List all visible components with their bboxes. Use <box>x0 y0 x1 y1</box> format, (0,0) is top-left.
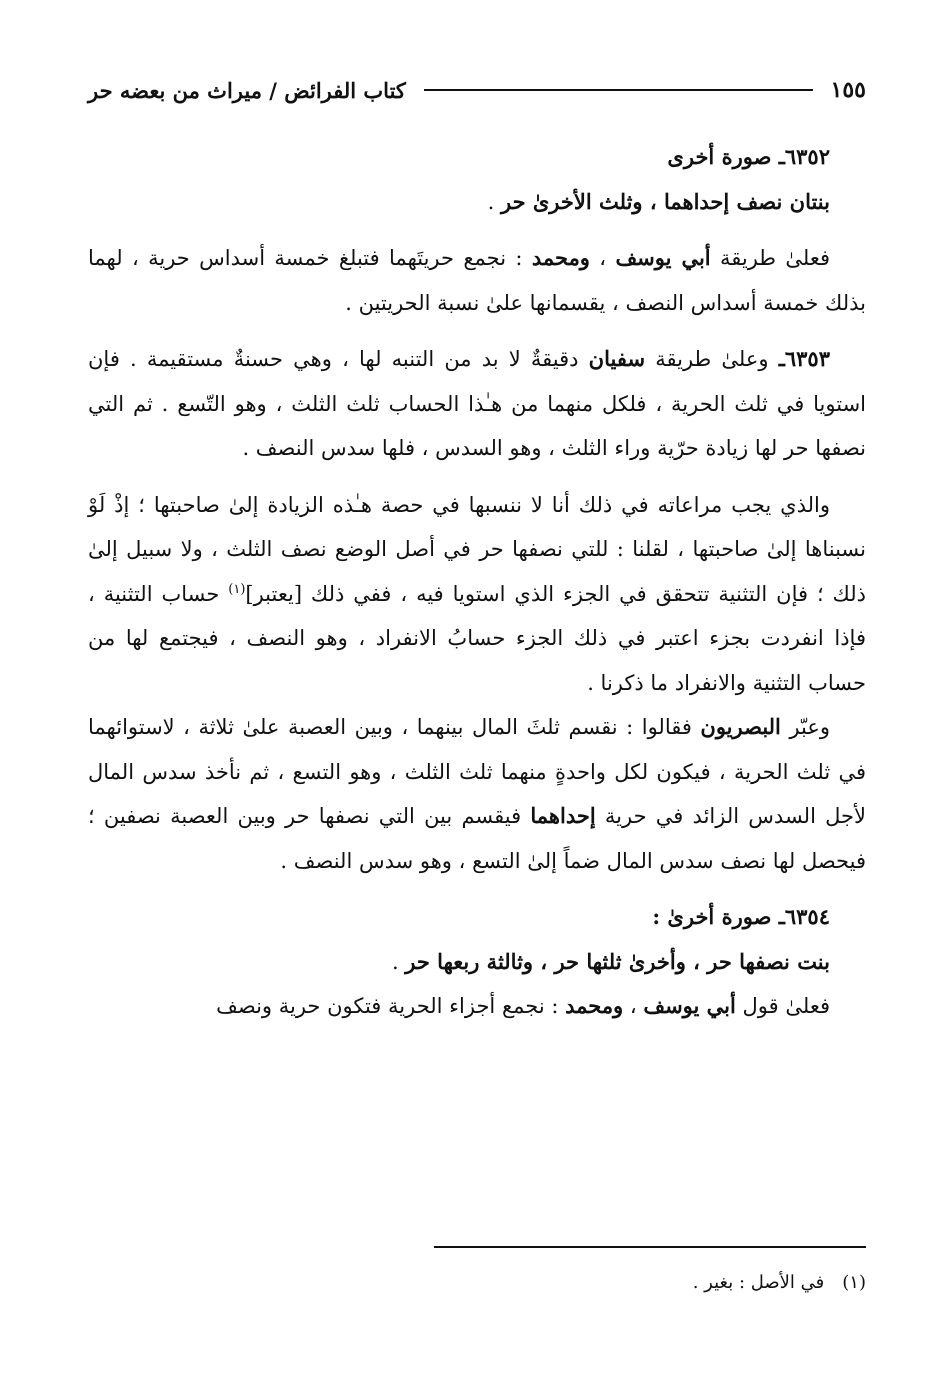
name-basriyun: البصريون <box>700 714 781 739</box>
case-statement: بنتان نصف إحداهما ، وثلث الأخرىٰ حر <box>500 188 830 214</box>
word-ihdahuma: إحداهما <box>530 803 596 828</box>
case-end: . <box>391 949 406 974</box>
name-muhammad: ومحمد <box>565 993 624 1018</box>
case-statement: بنت نصفها حر ، وأخرىٰ ثلثها حر ، وثالثة ربعها حر <box>405 948 830 974</box>
running-header <box>88 70 866 110</box>
main-text <box>88 135 866 1029</box>
case-end: . <box>487 189 501 214</box>
text-run: حساب التثنية ، فإذا انفردت بجزء اعتبر في ذلك الجزء حسابُ الانفراد ، وهو النصف ، فيجتمع لها من حساب التثنية والانفراد ما ذكرنا . <box>88 581 866 695</box>
page-number: ١٥٥ <box>830 77 866 103</box>
text-run: فعلىٰ طريقة <box>710 246 830 270</box>
name-sufyan: سفيان <box>588 346 646 371</box>
paragraph-alladhi <box>88 483 866 706</box>
page <box>88 0 866 1392</box>
text-run: فيقسم بين التي نصفها حر وبين العصبة نصفين ؛ فيحصل لها نصف سدس المال ضماً إلىٰ التسع ، وهو سدس النصف . <box>88 804 866 873</box>
text-run: دقيقةٌ لا بد من التنبه لها ، وهي حسنةٌ مستقيمة . فإن استويا في ثلث الحرية ، فلكل منهما من هـٰذا الحساب ثلث الثلث ، وهو التّسع . ثم التي نصفها حر لها زيادة حرّية وراء الثلث ، وهو السدس ، فلها سدس النصف . <box>88 347 866 460</box>
text-run: فقالوا : نقسم ثلثَ المال بينهما ، وبين العصبة علىٰ ثلاثة ، لاستوائهما في ثلث الحرية ، فيكون لكل واحدةٍ منهما ثلث الثلث ، وهو التسع ، ثم نأخذ سدس المال لأجل السدس الزائد في حرية <box>88 715 866 828</box>
name-muhammad: ومحمد <box>531 245 590 270</box>
section-6352-case <box>88 180 866 225</box>
text-run: وعلىٰ طريقة <box>645 347 779 371</box>
text-run: فعلىٰ قول <box>735 994 830 1018</box>
section-6354-heading: ٦٣٥٤ـ صورة أخرىٰ : <box>652 904 830 929</box>
header-rule <box>424 89 813 91</box>
section-6353-number: ٦٣٥٣ـ <box>778 346 830 371</box>
text-run: ، <box>589 246 616 270</box>
text-run: : نجمع أجزاء الحرية فتكون حرية ونصف <box>216 994 566 1018</box>
section-6354-case <box>88 940 866 985</box>
paragraph-basriyun <box>88 705 866 883</box>
footnote <box>88 1268 866 1298</box>
footnote-text: في الأصل : بغير . <box>692 1272 825 1293</box>
section-6352-heading: ٦٣٥٢ـ صورة أخرى <box>667 144 830 169</box>
section-6352-paragraph <box>88 236 866 325</box>
text-run: وعبّر <box>780 715 830 739</box>
text-run: : نجمع حريتَهما فتبلغ خمسة أسداس حرية ، لهما بذلك خمسة أسداس النصف ، يقسمانها علىٰ نسبة الحريتين . <box>88 246 866 315</box>
section-6354-paragraph <box>88 984 866 1029</box>
name-abu-yusuf: أبي يوسف <box>643 993 736 1018</box>
running-title: كتاب الفرائض / ميراث من بعضه حر <box>88 77 406 103</box>
text-run: والذي يجب مراعاته في ذلك أنا لا ننسبها في حصة هـٰذه الزيادة إلىٰ صاحبتها ؛ إذْ لَوْ نسبناها إلىٰ صاحبتها ، لقلنا : للتي نصفها حر في أصل الوضع نصف الثلث ، ولا سبيل إلىٰ ذلك ؛ فإن التثنية تتحقق في الجزء الذي استويا فيه ، ففي ذلك [يعتبر] <box>88 492 866 606</box>
text-run: ، <box>623 994 644 1018</box>
footnote-number: (١) <box>842 1272 866 1293</box>
name-abu-yusuf: أبي يوسف <box>615 245 711 270</box>
section-6353-paragraph <box>88 337 866 471</box>
footnote-marker: (١) <box>228 581 246 597</box>
footnote-separator <box>434 1246 866 1248</box>
